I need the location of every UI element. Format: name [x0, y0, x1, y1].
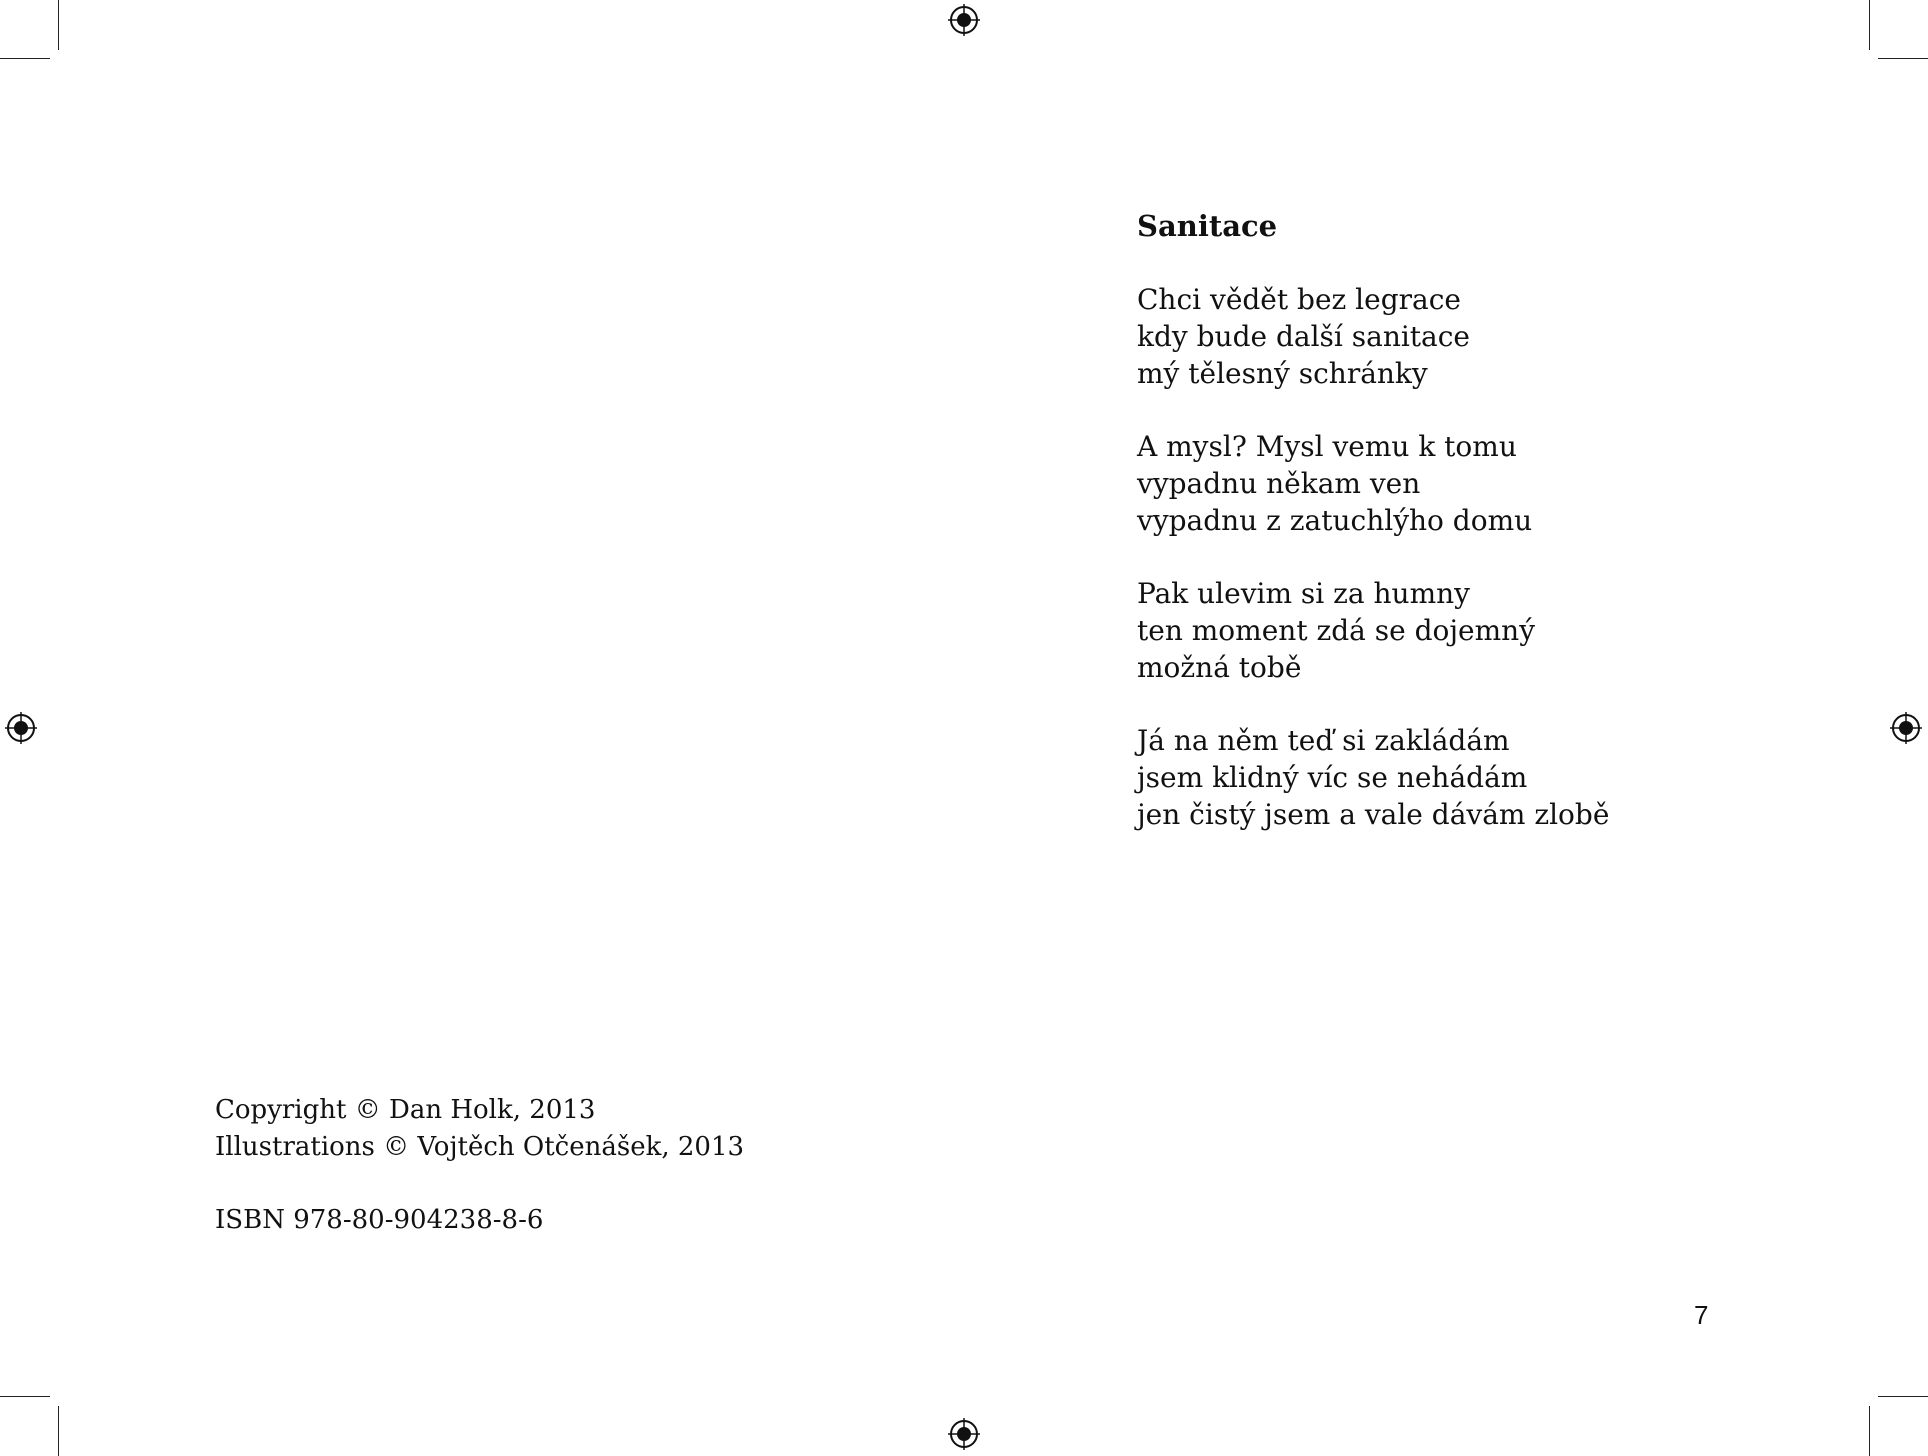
crop-mark [0, 1396, 50, 1397]
crop-mark [1869, 0, 1870, 50]
stanza [1137, 575, 1777, 686]
crop-mark [58, 0, 59, 50]
crop-mark [1878, 1396, 1928, 1397]
registration-mark-icon [5, 712, 37, 744]
poem [1137, 208, 1777, 869]
poem-line: jsem klidný víc se nehádám [1137, 761, 1528, 794]
crop-mark [1878, 58, 1928, 59]
crop-mark [1869, 1406, 1870, 1456]
crop-mark [58, 1406, 59, 1456]
page-number: 7 [1694, 1300, 1709, 1330]
poem-line: kdy bude další sanitace [1137, 320, 1471, 353]
crop-mark [0, 58, 50, 59]
poem-line: Já na něm teď si zakládám [1137, 724, 1510, 757]
poem-line: Chci vědět bez legrace [1137, 283, 1461, 316]
illustrations-credit: Illustrations © Vojtěch Otčenášek, 2013 [215, 1132, 745, 1162]
stanza [1137, 722, 1777, 833]
colophon [215, 1092, 915, 1239]
poem-line: A mysl? Mysl vemu k tomu [1137, 430, 1517, 463]
poem-line: možná tobě [1137, 651, 1302, 684]
stanza [1137, 428, 1777, 539]
copyright-notice: Copyright © Dan Holk, 2013 [215, 1095, 596, 1125]
registration-mark-icon [948, 4, 980, 36]
poem-line: mý tělesný schránky [1137, 357, 1428, 390]
poem-line: ten moment zdá se dojemný [1137, 614, 1536, 647]
poem-title: Sanitace [1137, 209, 1278, 243]
poem-line: vypadnu z zatuchlýho domu [1137, 504, 1533, 537]
poem-line: vypadnu někam ven [1137, 467, 1421, 500]
stanza [1137, 281, 1777, 392]
registration-mark-icon [1890, 712, 1922, 744]
poem-line: jen čistý jsem a vale dávám zlobě [1137, 798, 1610, 831]
isbn: ISBN 978-80-904238-8-6 [215, 1205, 544, 1235]
registration-mark-icon [948, 1418, 980, 1450]
poem-line: Pak ulevim si za humny [1137, 577, 1470, 610]
